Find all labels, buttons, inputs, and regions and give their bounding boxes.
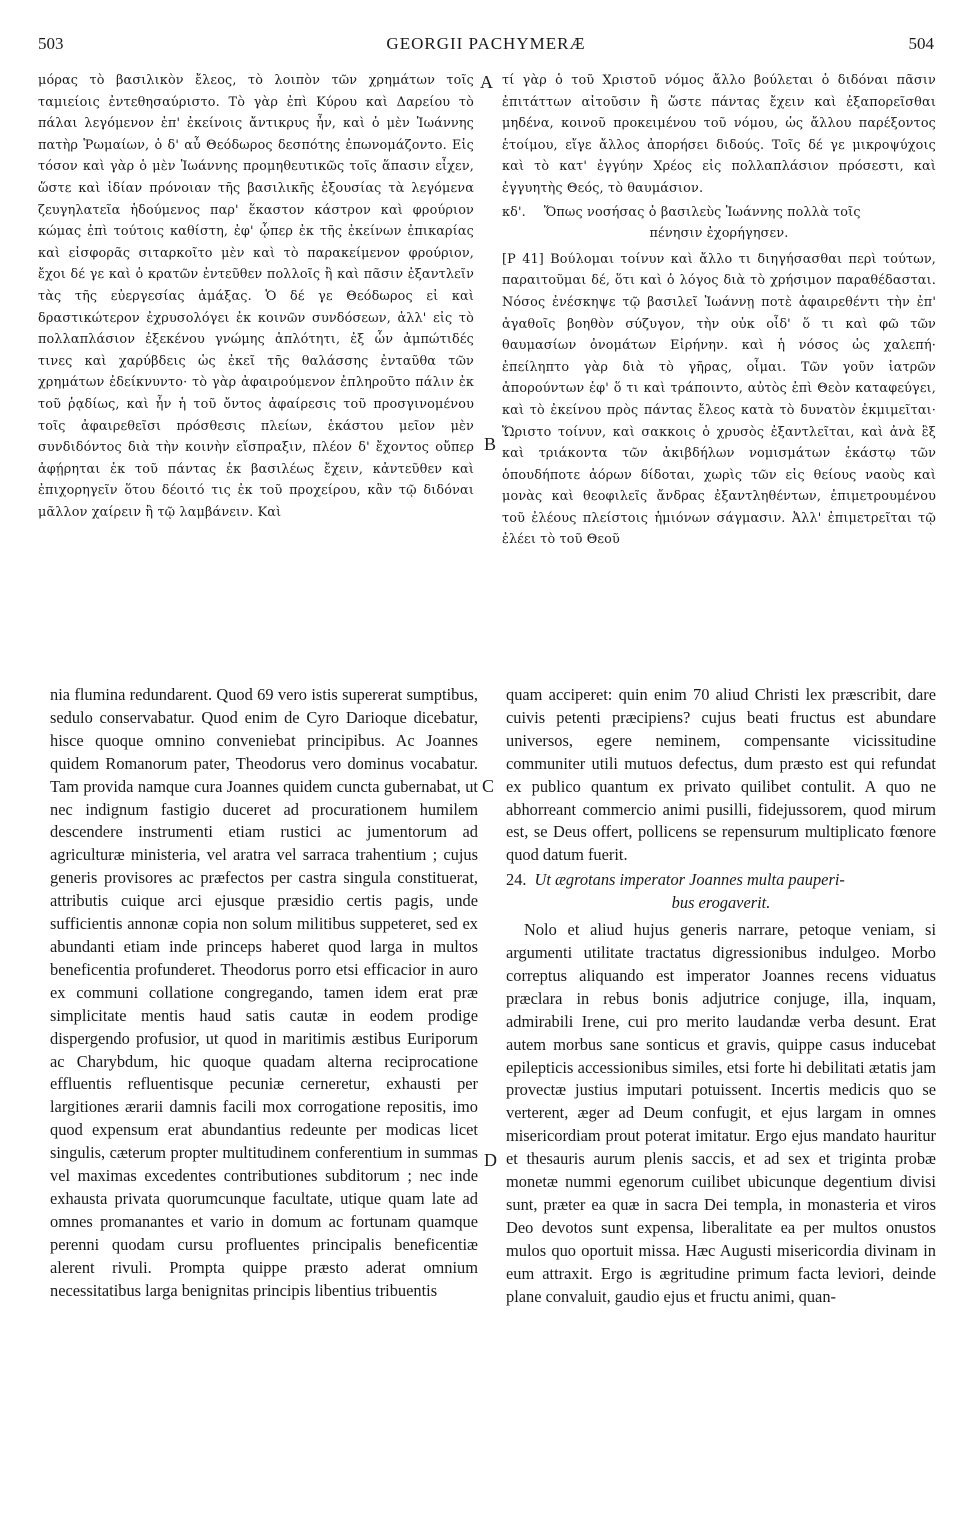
- margin-letter-d: D: [484, 1150, 497, 1170]
- greek-column-left: [38, 70, 474, 666]
- latin-column-right: [506, 684, 936, 1514]
- greek-left-text: μόρας τὸ βασιλικὸν ἔλεος, τὸ λοιπὸν τῶν χρημάτων τοῖς ταμιείοις ἐντεθησαύριστο. Τὸ γὰρ ἐπὶ Κύρου καὶ Δαρείου τὸ πάλαι λεγόμενον ἐπ' ἐκείνοις ἄντικρυς ἦν, καὶ ὁ μὲν Ἰωάννης πατὴρ Ῥωμαίων, ὁ δ' αὖ Θεόδωρος δεσπότης ἐπωνομάζοντο. Εἰς τόσον καὶ γὰρ ὁ μὲν Ἰωάννης προμηθευτικῶς τοῖς ἅπασιν εἶχεν, ὥστε καὶ ἰδίαν πρόνοιαν τῆς βασιλικῆς ἐξουσίας τὰ λεγόμενα ζευγηλατεῖα ἡδούμενος παρ' ἕκαστον κάστρον καὶ φρούριον κώμας ἐπὶ τούτοις καθίστη, ἐφ' ᾧπερ ἐκ τῆς ἐκείνων ἐπικαρίας καὶ εἰσφορᾶς σιταρκοῖτο μὲν καὶ τὸ παρακείμενον φρούριον, ἔχοι δέ γε καὶ ὁ κρατῶν ἐντεῦθεν πολλοῖς ἢ καὶ πᾶσιν ἐξαντλεῖν τὰς τῆς εὐεργεσίας ἁμάξας. Ὁ δέ γε Θεόδωρος εἰ καὶ δραστικώτερον ἐχρυσολόγει ἐκ κοινῶν συνδόσεων, ἀλλ' εἰς τὸ πολλαπλάσιον ἐξεκένου γνώμης ἁπλότητι, ἐξ ὧν ἀμπώτιδές τινες καὶ χαρύβδεις ὡς ἐκεῖ τῆς θαλάσσης ἐνταῦθα τῶν χρημάτων ἐδείκνυντο· τὸ γὰρ ἀφαιρούμενον ἐπληροῦτο πάλιν ἐκ τοῦ ῥᾳδίως, καὶ ἦν ἡ τοῦ ὄντος ἀφαίρεσις τοῦ προσγινομένου τοῖς ἀφαιρεθεῖσι πρόσθεσις πλείων, ἑκάστου μεῖον μὲν συνδιδόντος διὰ τὴν κοινὴν εἴσπραξιν, πλέον δ' ἔχοντος οὔπερ ἀφῄρηται ἐκ τοῦ πάντας ἐκ βασιλέως ἔχειν, κἀντεῦθεν καὶ ἐπιχορηγεῖν ὅτου δέοιτό τις ἐκ τοῦ προχείρου, κἂν τῷ διδόναι μᾶλλον χαίρειν ἢ τῷ λαμβάνειν. Καὶ: [38, 73, 474, 520]
- margin-letter-a: A: [480, 72, 493, 92]
- latin-column-left: [50, 684, 478, 1504]
- running-head: [38, 34, 934, 58]
- latin-left-text: nia flumina redundarent. Quod 69 vero istis supererat sumptibus, sedulo conservabatur. Quod enim de Cyro Darioque dicebatur, hisce quoque omnino conveniebat principibus. Ac Joannes quidem Romanorum pater, Theodorus vero dominus vocabatur. Tam provida namque cura Joannes quidem cuncta gubernabat, ut nec indignum fastigio duceret ad procurationem humilem descendere instrumenti etiam rustici ac jumentorum ad agriculturæ ministeria, vel aratra vel sarraca trahentium ; cujus generis provisores ac præfectos per castra singula constituerat, attributis cuique arci ejusque præsidio certis pagis, unde sufficientis annonæ copia non solum militibus suppeteret, sed ex abundanti etiam inde princeps haberet quod larga in multos beneficentia profunderet. Theodorus porro etsi efficacior in auro ex communi collatione congregando, tamen idem erat præ simplicitate mentis haud satis cautæ in eodem prodige dispergendo profusior, ut quod in maritimis æstibus Euriporum ac Charybdum, hic quoque quadam alterna reciprocatione effluentis refluentisque pecuniæ cerneretur, exhausti per largitiones ærarii damnis facili mox corrogatione repositis, imo quod expensum erat abundantius redeunte per modicas licet singulis, cæterum propter multitudinem conferentium in summas vel maximas excedentes contributiones subditorum ; nec inde exhausta privata quorumcunque facultate, utique quam late ad omnes promanantes et vario in domum ac fortunam quamque perenni quodam cursu profluentes principalis beneficentiæ alerent rivuli. Prompta quippe præsto aderat omnium necessitatibus larga benignitas principis libentius tribuentis: [50, 685, 478, 1300]
- page-number-right: 504: [908, 34, 934, 53]
- latin-right-para-1: quam acciperet: quin enim 70 aliud Christi lex præscribit, dare cuivis petenti præcipiens? cujus beati fructus est abundare universos, egere neminem, compensante vicissitudine communiter utili mutuos defectus, dum præsto est qui refundat ex publico quantum ex privato quilibet contulit. A quo ne abhorreant commercio animi pusilli, fidejussorem, quod mirum est, se Deus offert, pollicens se repensurum multiplicato fœnore quod datum fuerit.: [506, 685, 936, 865]
- page-number-left: 503: [38, 34, 64, 53]
- latin-chapter-title-1: Ut ægrotans imperator Joannes multa pauperi-: [534, 870, 845, 890]
- latin-right-para-2: Nolo et aliud hujus generis narrare, petoque veniam, si argumenti utilitate tractatus digressionibus indulgeo. Morbo correptus aliquando est imperator Joannes recens viduatus præclara in rebus bonis adjutrice conjuge, illa, inquam, admirabili Irene, cui pro merito laudandæ verba desunt. Erat autem morbus sane sonticus et gravis, quippe casus inducebat epilepticis accessionibus similes, etsi forte hi debilitati ætatis jam provectæ justius imputari potuissent. Incertis medicis quo se verterent, æger ad Deum confugit, et ejus largam in omnes misericordiam prout poterat imitatur. Ergo ejus mandato hauritur et thesauris aurum plenis saccis, et ad sex et triginta probæ monetæ nummi egenorum cuilibet ubicunque degentium divisi sunt, præter ea quæ in sacra Dei templa, in monasteria et viros Deo devotos sunt expensa, liberalitate ea per multos onustos mulos quo oportuit missa. Hæc Augusti misericordia divinam in eum attraxit. Ergo is ægritudine primum facta leviori, deinde plane convaluit, gaudio ejus et fructu animi, quan-: [506, 920, 936, 1306]
- latin-chapter-number: 24.: [506, 870, 527, 890]
- greek-right-para-2: [P 41] Βούλομαι τοίνυν καὶ ἄλλο τι διηγήσασθαι περὶ τούτων, παραιτοῦμαι δέ, ὅτι καὶ ὁ λόγος διὰ τὸ χρήσιμον παραθέδασται. Νόσος ἐνέσκηψε τῷ βασιλεῖ Ἰωάννῃ ποτὲ ἀφαιρεθέντι τὴν ἐπ' ἀγαθοῖς βοηθὸν σύζυγον, τὴν οὐκ οἶδ' ὅ τι καὶ φῶ τῶν θαυμασίων ὀνομάτων Εἰρήνην. καὶ ἡ νόσος ὡς χαλεπή· ἐπείληπτο γὰρ διὰ τὸ γῆρας, οἶμαι. Τῶν γοῦν ἰατρῶν ἀπορούντων ἐφ' ὅ τι καὶ τράποιντο, αὐτὸς ἐπὶ Θεὸν καταφεύγει, καὶ τὸ ἐκείνου πρὸς πάντας ἔλεος κατὰ τὸ δυνατὸν ἐκμιμεῖται· Ὥριστο τοίνυν, καὶ σακκοις ὁ χρυσὸς ἐξαντλεῖται, καὶ ἀνὰ ἓξ καὶ τριάκοντα τῶν ἀκιβδήλων νομισμάτων ἑκάστῳ τῶν ὁπουδήποτε ἀόρων δίδοται, χωρὶς τῶν εἰς θείους ναοὺς καὶ μονὰς καὶ θεοφιλεῖς ἄνδρας ἐξαντληθέντων, ἐπιμετρουμένου τοῦ ἐλέους πλείστοις ἡμιόνων σάγμασιν. Ἀλλ' ἐπιμετρεῖται τῷ ἐλέει τὸ τοῦ Θεοῦ: [502, 251, 936, 548]
- greek-right-para-1: τί γὰρ ὁ τοῦ Χριστοῦ νόμος ἄλλο βούλεται ὁ διδόναι πᾶσιν ἐπιτάττων αἰτοῦσιν ἢ ὥστε πάντας ἔχειν καὶ ἐξαπορεῖσθαι μηδένα, κοινοῦ προκειμένου τοῦ νόμου, ὡς ἄλλου παρέξοντος ἑτοίμου, εἴγε ἄλλος ἀπορήσει διδούς. Τοῖς δέ γε μικροψύχοις καὶ τὸ κατ' ἐγγύην Χρέος εἰς πολλαπλάσιον πρόσεστι, καὶ ἐγγυητὴς Θεός, τὸ θαυμάσιον.: [502, 73, 936, 196]
- greek-column-right: [502, 70, 936, 666]
- greek-chapter-number: κδ'.: [502, 204, 526, 220]
- margin-letter-c: C: [482, 776, 495, 796]
- greek-chapter-title-1: Ὅπως νοσήσας ὁ βασιλεὺς Ἰωάννης πολλὰ τοῖς: [543, 204, 861, 220]
- running-title: GEORGII PACHYMERÆ: [386, 34, 586, 53]
- margin-letter-b: B: [484, 434, 497, 454]
- greek-chapter-heading: [502, 202, 936, 245]
- latin-chapter-heading: [506, 869, 936, 915]
- latin-chapter-title-2: bus erogaverit.: [671, 893, 771, 913]
- greek-chapter-title-2: πένησιν ἐχορήγησεν.: [649, 226, 789, 242]
